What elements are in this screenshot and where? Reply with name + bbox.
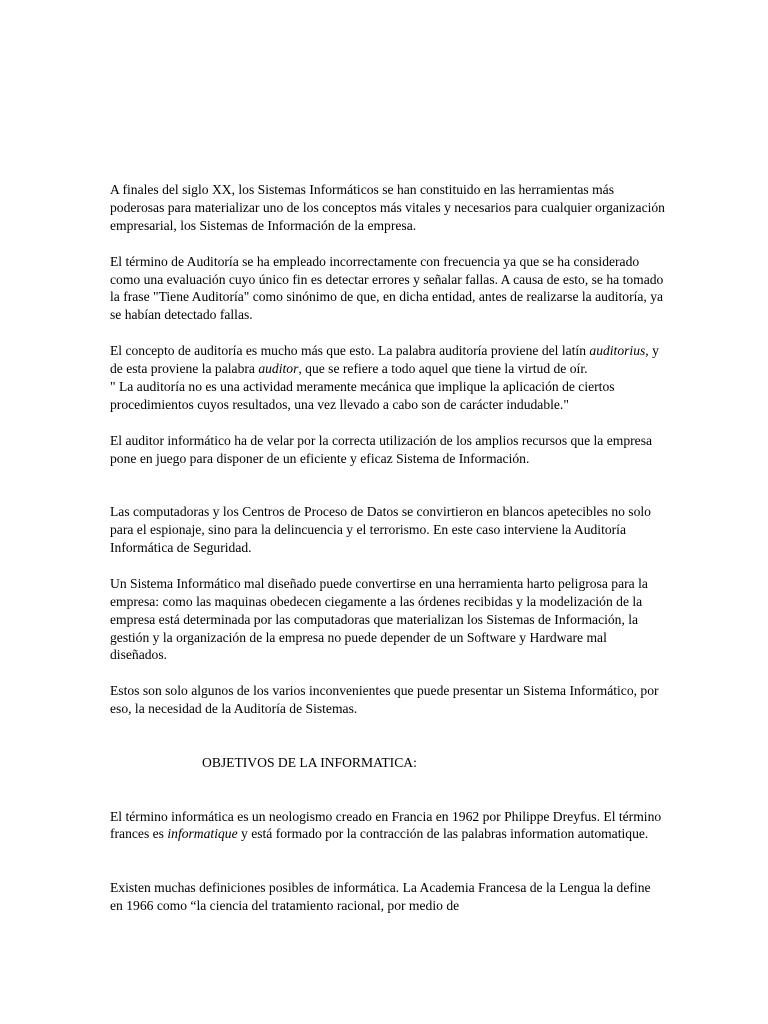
text-run: El concepto de auditoría es mucho más que esto. La palabra auditoría proviene del latín (110, 343, 590, 359)
document-body (110, 181, 666, 933)
blank-line (110, 485, 666, 503)
paragraph-auditoria-concept (110, 342, 666, 378)
section-heading: OBJETIVOS DE LA INFORMATICA: (202, 754, 417, 770)
text-run: , y de esta proviene la palabra (110, 343, 659, 377)
paragraph-definiciones: Existen muchas definiciones posibles de informática. La Academia Francesa de la Lengua la define en 1966 como “la ciencia del tratamiento racional, por medio de (110, 880, 651, 914)
blank-line (110, 861, 666, 879)
italic-term-auditorius: auditorius (589, 343, 646, 359)
paragraph-computadoras: Las computadoras y los Centros de Proceso de Datos se convirtieron en blancos apetecibles no solo para el espionaje, sino para la delincuencia y el terrorismo. En este caso interviene la Auditoría Informática de Seguridad. (110, 504, 651, 556)
paragraph-sistema-mal-disenado: Un Sistema Informático mal diseñado puede convertirse en una herramienta harto peligrosa para la empresa: como las maquinas obedecen ciegamente a las órdenes recibidas y la modelización de la empresa está determinada por las computadoras que materializan los Sistemas de Información, la gestión y la organización de la empresa no puede depender de un Software y Hardware mal diseñados. (110, 575, 648, 663)
blank-line (110, 736, 666, 754)
italic-term-informatique: informatique (167, 826, 238, 842)
quote-paragraph: " La auditoría no es una actividad meramente mecánica que implique la aplicación de ciertos procedimientos cuyos resultados, una vez llevado a cabo son de carácter indudable." (110, 378, 615, 412)
paragraph-intro: A finales del siglo XX, los Sistemas Informáticos se han constituido en las herramientas más poderosas para materializar uno de los conceptos más vitales y necesarios para cualquier organización empresarial, los Sistemas de Información de la empresa. (110, 182, 665, 233)
paragraph-inconvenientes: Estos son solo algunos de los varios inconvenientes que puede presentar un Sistema Informático, por eso, la necesidad de la Auditoría de Sistemas. (110, 683, 659, 717)
italic-term-auditor: auditor (258, 361, 299, 377)
paragraph-termino-informatica (110, 808, 666, 844)
paragraph-auditoria-term: El término de Auditoría se ha empleado incorrectamente con frecuencia ya que se ha considerado como una evaluación cuyo único fin es detectar errores y señalar fallas. A causa de esto, se ha tomado la frase "Tiene Auditoría" como sinónimo de que, en dicha entidad, antes de realizarse la auditoría, ya se habían detectado fallas. (110, 253, 664, 323)
text-run: , que se refiere a todo aquel que tiene la virtud de oír. (298, 361, 588, 377)
text-run: y está formado por la contracción de las palabras information automatique. (237, 826, 649, 842)
paragraph-auditor-informatico: El auditor informático ha de velar por la correcta utilización de los amplios recursos que la empresa pone en juego para disponer de un eficiente y eficaz Sistema de Información. (110, 432, 653, 466)
text-run: El término informática es un neologismo creado en Francia en 1962 por Philippe Dreyfus. El término frances es (110, 808, 662, 842)
